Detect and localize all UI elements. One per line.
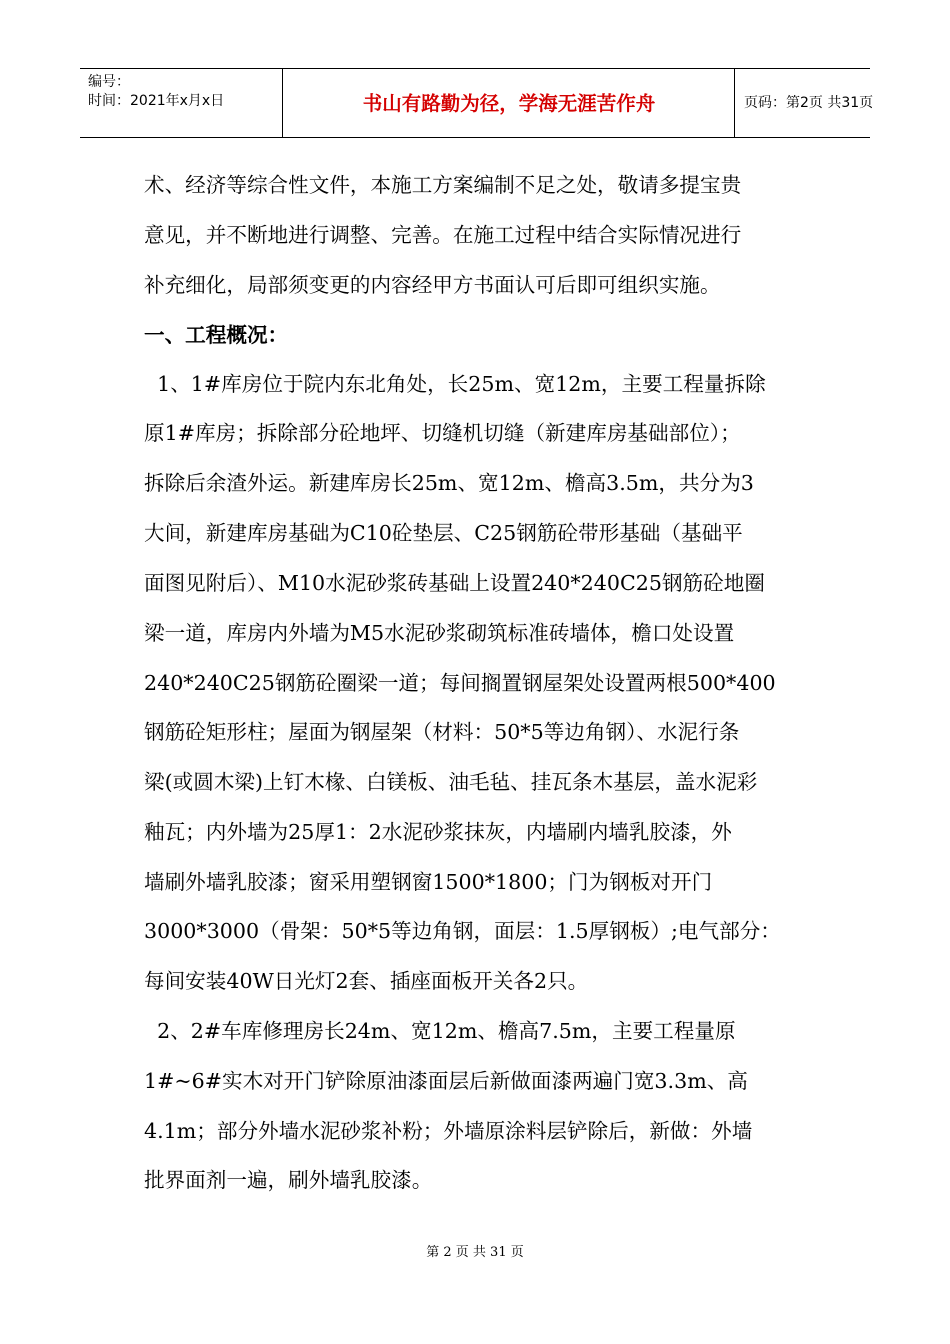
header-motto: 书山有路勤为径，学海无涯苦作舟 — [362, 92, 656, 115]
page-footer: 第 2 页 共 31 页 — [426, 1245, 524, 1260]
body-line: 意见，并不断地进行调整、完善。在施工过程中结合实际情况进行 — [144, 223, 742, 247]
body-line: 原1#库房；拆除部分砼地坪、切缝机切缝（新建库房基础部位）； — [144, 421, 741, 445]
body-line: 墙刷外墙乳胶漆；窗采用塑钢窗1500*1800；门为钢板对开门 — [144, 870, 713, 894]
body-line: 4.1m；部分外墙水泥砂浆补粉；外墙原涂料层铲除后，新做：外墙 — [144, 1119, 753, 1143]
doc-date-label: 时间：2021年x月x日 — [88, 93, 225, 109]
body-line: 钢筋砼矩形柱；屋面为钢屋架（材料：50*5等边角钢）、水泥行条 — [144, 720, 740, 744]
body-line: 拆除后余渣外运。新建库房长25m、宽12m、檐高3.5m，共分为3 — [144, 471, 754, 495]
body-line: 梁一道，库房内外墙为M5水泥砂浆砌筑标准砖墙体，檐口处设置 — [144, 621, 735, 645]
header-motto-cell — [283, 69, 735, 137]
body-line: 240*240C25钢筋砼圈梁一道；每间搁置钢屋架处设置两根500*400 — [144, 671, 776, 695]
body-line: 术、经济等综合性文件，本施工方案编制不足之处，敬请多提宝贵 — [144, 173, 742, 197]
body-line: 补充细化，局部须变更的内容经甲方书面认可后即可组织实施。 — [144, 273, 721, 297]
body-line: 釉瓦；内外墙为25厚1：2水泥砂浆抹灰，内墙刷内墙乳胶漆，外 — [144, 820, 732, 844]
body-line: 大间，新建库房基础为C10砼垫层、C25钢筋砼带形基础（基础平 — [144, 521, 743, 545]
body-line: 1、1#库房位于院内东北角处，长25m、宽12m，主要工程量拆除 — [144, 372, 766, 396]
body-line: 面图见附后）、M10水泥砂浆砖基础上设置240*240C25钢筋砼地圈 — [144, 571, 765, 595]
body-line: 2、2#车库修理房长24m、宽12m、檐高7.5m，主要工程量原 — [144, 1019, 736, 1043]
doc-number-label: 编号： — [88, 74, 130, 90]
body-line: 梁(或圆木梁)上钉木椽、白镁板、油毛毡、挂瓦条木基层，盖水泥彩 — [144, 770, 758, 794]
body-line: 批界面剂一遍，刷外墙乳胶漆。 — [144, 1168, 433, 1192]
header-page-info: 页码：第2页 共31页 — [744, 95, 874, 111]
header-page-cell — [735, 69, 874, 137]
body-line: 1#~6#实木对开门铲除原油漆面层后新做面漆两遍门宽3.3m、高 — [144, 1069, 748, 1093]
page-header — [80, 68, 874, 138]
body-line: 3000*3000（骨架：50*5等边角钢，面层：1.5厚钢板）;电气部分： — [144, 919, 781, 943]
header-meta-cell — [80, 69, 283, 137]
section-heading: 一、工程概况： — [144, 323, 289, 347]
body-line: 每间安装40W日光灯2套、插座面板开关各2只。 — [144, 969, 589, 993]
